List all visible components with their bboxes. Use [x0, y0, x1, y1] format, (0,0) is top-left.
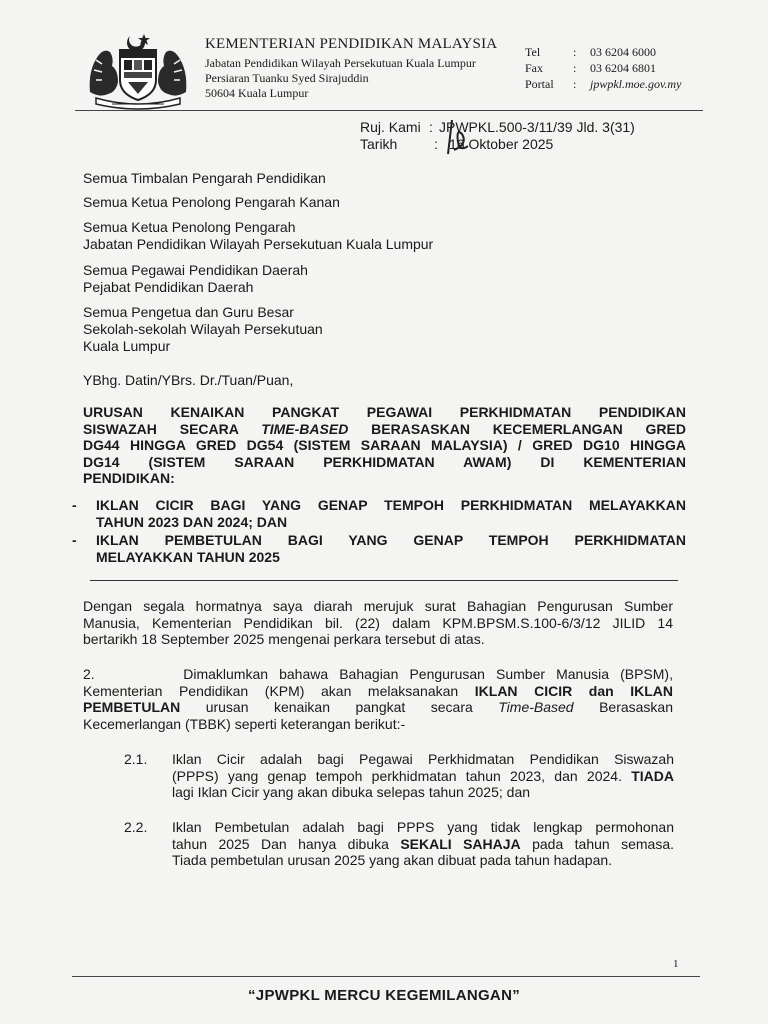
portal-colon: : — [573, 77, 577, 91]
subject-italic: TIME-BASED — [261, 420, 349, 437]
fax-value: 03 6204 6801 — [590, 61, 656, 75]
letterhead-divider — [75, 110, 703, 111]
subject-heading — [83, 404, 686, 487]
subject-line: URUSAN KENAIKAN PANGKAT PEGAWAI PERKHIDMATAN PENDIDIKAN — [83, 404, 686, 420]
city-address: 50604 Kuala Lumpur — [205, 86, 309, 100]
subject-underline — [90, 580, 678, 581]
recipient-line: Pejabat Pendidikan Daerah — [83, 279, 254, 295]
paragraph-2 — [83, 666, 673, 732]
recipient-line: Jabatan Pendidikan Wilayah Persekutuan Kuala Lumpur — [83, 236, 434, 252]
recipient-line: Kuala Lumpur — [83, 338, 171, 354]
recipient-line: Sekolah-sekolah Wilayah Persekutuan — [83, 321, 323, 337]
portal-label: Portal — [525, 77, 554, 91]
paragraph-text: Berasaskan — [573, 699, 674, 715]
bullet-line: TAHUN 2023 DAN 2024; DAN — [96, 513, 288, 530]
salutation: YBhg. Datin/YBrs. Dr./Tuan/Puan, — [83, 372, 294, 388]
item-bold: SEKALI SAHAJA — [400, 835, 521, 852]
portal-value: jpwpkl.moe.gov.my — [590, 77, 682, 91]
tel-colon: : — [573, 45, 577, 59]
paragraph-line: Kecemerlangan (TBBK) seperti keterangan berikut:- — [83, 715, 406, 732]
fax-colon: : — [573, 61, 577, 75]
item-bold: TIADA — [631, 767, 674, 784]
tel-value: 03 6204 6000 — [590, 45, 656, 59]
item-text: (PPPS) yang genap tempoh perkhidmatan tahun 2023, dan 2024. — [172, 767, 632, 784]
item-line — [172, 768, 674, 785]
item-number: 2.1. — [124, 751, 148, 767]
street-address: Persiaran Tuanku Syed Sirajuddin — [205, 71, 369, 85]
recipient-line: Semua Pegawai Pendidikan Daerah — [83, 262, 308, 278]
bullet-line: IKLAN CICIR BAGI YANG GENAP TEMPOH PERKHIDMATAN MELAYAKKAN — [96, 497, 686, 513]
subject-line — [83, 421, 686, 438]
item-line — [172, 836, 674, 853]
date-colon: : — [434, 136, 438, 152]
item-text: tahun 2025 Dan hanya dibuka — [172, 835, 401, 852]
subject-line: PENDIDIKAN: — [83, 470, 175, 486]
paragraph-italic: Time-Based — [498, 699, 574, 715]
paragraph-bold: IKLAN CICIR dan IKLAN — [474, 682, 673, 699]
recipient-line: Semua Ketua Penolong Pengarah Kanan — [83, 194, 340, 210]
paragraph-line: bertarikh 18 September 2025 mengenai perkara tersebut di atas. — [83, 631, 485, 647]
bullet-dash: - — [72, 532, 77, 548]
item-line: lagi Iklan Cicir yang akan dibuka selepas tahun 2025; dan — [172, 784, 531, 800]
paragraph-bold: PEMBETULAN — [83, 699, 181, 715]
bullet-line: MELAYAKKAN TAHUN 2025 — [96, 548, 280, 565]
bullet-dash: - — [72, 497, 77, 513]
subject-text: BERASASKAN KECEMERLANGAN GRED — [348, 420, 686, 437]
ministry-name: KEMENTERIAN PENDIDIKAN MALAYSIA — [205, 36, 498, 52]
item-text: pada tahun semasa. — [520, 835, 675, 852]
date-value: 16 Oktober 2025 — [449, 136, 554, 152]
malaysia-coat-of-arms-icon — [82, 30, 194, 110]
paragraph-line: Manusia, Kementerian Pendidikan bil. (22) dalam KPM.BPSM.S.100-6/3/12 JILID 14 — [83, 614, 673, 631]
item-number: 2.2. — [124, 819, 148, 835]
fax-label: Fax — [525, 61, 543, 75]
subject-line: DG14 (SISTEM SARAAN PERKHIDMATAN AWAM) DI KEMENTERIAN — [83, 453, 686, 470]
paragraph-text: Dimaklumkan bahawa Bahagian Pengurusan Sumber Manusia (BPSM), — [183, 666, 673, 682]
subject-line: DG44 HINGGA GRED DG54 (SISTEM SARAAN MALAYSIA) / GRED DG10 HINGGA — [83, 437, 686, 453]
recipient-line: Semua Ketua Penolong Pengarah — [83, 219, 296, 235]
paragraph-text: Kementerian Pendidikan (KPM) akan melaksanakan — [83, 682, 475, 699]
footer-motto: “JPWPKL MERCU KEGEMILANGAN” — [248, 987, 520, 1004]
department-name: Jabatan Pendidikan Wilayah Persekutuan Kuala Lumpur — [205, 56, 476, 70]
footer-divider — [72, 976, 700, 977]
paragraph-line — [83, 699, 673, 716]
paragraph-text: urusan kenaikan pangkat secara — [180, 699, 499, 715]
tel-label: Tel — [525, 45, 541, 59]
date-label: Tarikh — [360, 136, 398, 152]
recipient-line: Semua Timbalan Pengarah Pendidikan — [83, 170, 326, 186]
paragraph-line — [83, 666, 673, 683]
recipient-line: Semua Pengetua dan Guru Besar — [83, 304, 294, 320]
page-number: 1 — [673, 958, 679, 970]
bullet-line: IKLAN PEMBETULAN BAGI YANG GENAP TEMPOH PERKHIDMATAN — [96, 532, 686, 548]
paragraph-1 — [83, 598, 673, 648]
paragraph-line: Dengan segala hormatnya saya diarah merujuk surat Bahagian Pengurusan Sumber — [83, 598, 673, 614]
subject-text: SISWAZAH SECARA — [83, 420, 262, 437]
ref-label: Ruj. Kami — [360, 119, 421, 135]
ref-colon: : — [429, 119, 433, 135]
ref-value: JPWPKL.500-3/11/39 Jld. 3(31) — [439, 119, 635, 135]
item-line: Iklan Cicir adalah bagi Pegawai Perkhidmatan Pendidikan Siswazah — [172, 751, 674, 767]
paragraph-number: 2. — [83, 666, 95, 682]
handwritten-initial-icon — [438, 114, 474, 158]
item-line: Iklan Pembetulan adalah bagi PPPS yang tidak lengkap permohonan — [172, 819, 674, 835]
paragraph-line — [83, 683, 673, 700]
item-line: Tiada pembetulan urusan 2025 yang akan dibuat pada tahun hadapan. — [172, 852, 613, 868]
